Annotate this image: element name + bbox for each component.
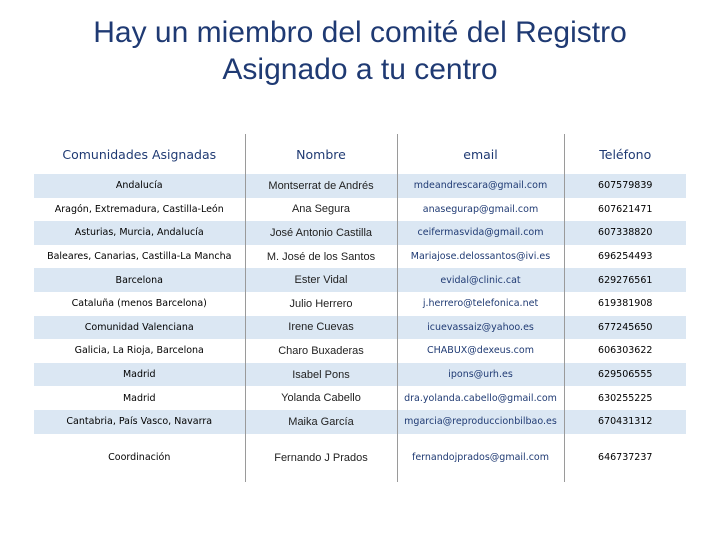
phone-cell: 629276561	[564, 268, 686, 292]
email-cell: anasegurap@gmail.com	[397, 198, 564, 222]
phone-cell: 607621471	[564, 198, 686, 222]
email-cell: CHABUX@dexeus.com	[397, 339, 564, 363]
email-cell: j.herrero@telefonica.net	[397, 292, 564, 316]
name-cell: Maika García	[245, 410, 397, 434]
header-communities: Comunidades Asignadas	[62, 146, 217, 162]
table-row	[34, 339, 686, 363]
page-title-line2: Asignado a tu centro	[222, 53, 498, 86]
table-header-row	[34, 134, 686, 174]
name-cell: Isabel Pons	[245, 363, 397, 387]
name-cell: Charo Buxaderas	[245, 339, 397, 363]
community-cell: Baleares, Canarias, Castilla-La Mancha	[34, 245, 245, 269]
table-row	[34, 221, 686, 245]
email-cell: mdeandrescara@gmail.com	[397, 174, 564, 198]
community-cell: Asturias, Murcia, Andalucía	[34, 221, 245, 245]
table-row	[34, 434, 686, 482]
phone-cell: 696254493	[564, 245, 686, 269]
header-phone: Teléfono	[564, 134, 686, 174]
table-row	[34, 245, 686, 269]
community-cell: Madrid	[34, 363, 245, 387]
phone-cell: 607579839	[564, 174, 686, 198]
phone-cell: 629506555	[564, 363, 686, 387]
phone-cell: 630255225	[564, 386, 686, 410]
phone-cell: 670431312	[564, 410, 686, 434]
email-cell: icuevassaiz@yahoo.es	[397, 316, 564, 340]
email-cell: mgarcia@reproduccionbilbao.es	[397, 410, 564, 434]
email-cell: evidal@clinic.cat	[397, 268, 564, 292]
name-cell: Ana Segura	[245, 198, 397, 222]
community-cell: Barcelona	[34, 268, 245, 292]
phone-cell: 619381908	[564, 292, 686, 316]
table-row	[34, 292, 686, 316]
name-cell: Irene Cuevas	[245, 316, 397, 340]
name-cell: M. José de los Santos	[245, 245, 397, 269]
table-row	[34, 386, 686, 410]
table-row	[34, 174, 686, 198]
name-cell: Julio Herrero	[245, 292, 397, 316]
email-cell: fernandojprados@gmail.com	[397, 434, 564, 482]
email-cell: dra.yolanda.cabello@gmail.com	[397, 386, 564, 410]
email-cell: Mariajose.delossantos@ivi.es	[397, 245, 564, 269]
table-row	[34, 363, 686, 387]
page-title-line1: Hay un miembro del comité del Registro	[93, 16, 627, 49]
community-cell: Andalucía	[34, 174, 245, 198]
header-email: email	[397, 134, 564, 174]
phone-cell: 606303622	[564, 339, 686, 363]
table-body	[34, 174, 686, 482]
name-cell: Fernando J Prados	[245, 434, 397, 482]
table-row	[34, 316, 686, 340]
phone-cell: 646737237	[564, 434, 686, 482]
header-name: Nombre	[245, 134, 397, 174]
name-cell: José Antonio Castilla	[245, 221, 397, 245]
phone-cell: 677245650	[564, 316, 686, 340]
table-row	[34, 410, 686, 434]
email-cell: ceifermasvida@gmail.com	[397, 221, 564, 245]
committee-table	[34, 134, 686, 482]
phone-cell: 607338820	[564, 221, 686, 245]
community-cell: Madrid	[34, 386, 245, 410]
committee-table-container	[34, 134, 686, 482]
name-cell: Yolanda Cabello	[245, 386, 397, 410]
community-cell: Comunidad Valenciana	[34, 316, 245, 340]
community-cell: Cataluña (menos Barcelona)	[34, 292, 245, 316]
community-cell: Galicia, La Rioja, Barcelona	[34, 339, 245, 363]
name-cell: Ester Vidal	[245, 268, 397, 292]
community-cell: Coordinación	[34, 434, 245, 482]
community-cell: Aragón, Extremadura, Castilla-León	[34, 198, 245, 222]
name-cell: Montserrat de Andrés	[245, 174, 397, 198]
community-cell: Cantabria, País Vasco, Navarra	[34, 410, 245, 434]
table-row	[34, 268, 686, 292]
page-title	[0, 14, 720, 88]
table-row	[34, 198, 686, 222]
email-cell: ipons@urh.es	[397, 363, 564, 387]
